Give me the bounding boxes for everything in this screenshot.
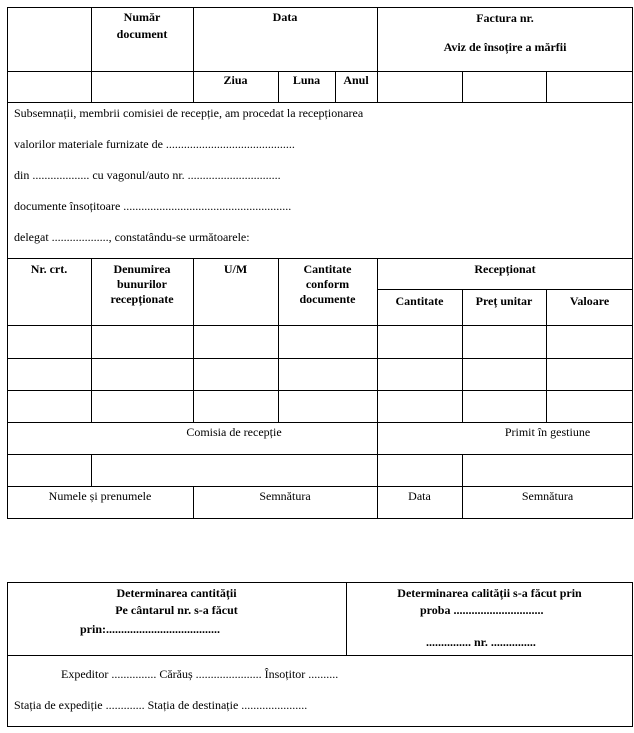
statement-line-5: delegat ..................., constatându-se următoarele:: [14, 230, 250, 244]
semnatura-gestiune-label: Semnătura: [521, 489, 574, 503]
statement-line-1: Subsemnații, membrii comisiei de recepție, am procedat la recepționarea: [14, 106, 364, 120]
grid-line: [7, 7, 633, 8]
grid-line: [193, 71, 377, 72]
nr-crt-header: Nr. crt.: [30, 262, 68, 276]
grid-line: [7, 390, 633, 391]
grid-line: [377, 289, 633, 290]
grid-line: [7, 582, 633, 583]
grid-line: [7, 726, 633, 727]
receptionat-header: Recepționat: [474, 262, 536, 276]
statement-line-3: din ................... cu vagonul/auto nr. ...............................: [14, 168, 281, 182]
expeditor-line: Expeditor ............... Cărăuș ...................... Însoțitor ..........: [61, 667, 339, 681]
comisia-label: Comisia de recepție: [186, 425, 282, 439]
numele-prenumele-label: Numele și prenumele: [48, 489, 152, 503]
cantitate-header: Cantitate: [395, 294, 444, 308]
grid-line: [7, 102, 633, 103]
proba-field: proba ..............................: [420, 603, 544, 617]
cantitate-conform-header: Cantitate conform documente: [299, 262, 356, 306]
aviz-label: Aviz de însoțire a mărfii: [443, 40, 567, 54]
denumirea-header: Denumirea bunurilor recepționate: [110, 262, 174, 306]
grid-line: [7, 486, 633, 487]
primit-gestiune-label: Primit în gestiune: [504, 425, 591, 439]
numar-document-label: Număr document: [116, 10, 168, 41]
grid-line: [546, 71, 547, 103]
prin-field: prin:......................................: [80, 622, 221, 636]
grid-line: [7, 325, 633, 326]
statia-line: Stația de expediție ............. Stația de destinație ......................: [14, 698, 308, 712]
grid-line: [546, 289, 547, 422]
statement-line-4: documente însoțitoare ........................................................: [14, 199, 292, 213]
grid-line: [377, 422, 378, 518]
grid-line: [7, 358, 633, 359]
um-header: U/M: [223, 262, 248, 276]
grid-line: [7, 655, 633, 656]
statement-line-2: valorilor materiale furnizate de ...........................................: [14, 137, 295, 151]
grid-line: [7, 422, 633, 423]
grid-line: [462, 454, 463, 518]
grid-line: [7, 454, 633, 455]
semnatura-comisie-label: Semnătura: [259, 489, 311, 503]
cantar-label: Pe cântarul nr. s-a făcut: [115, 603, 238, 617]
luna-label: Luna: [292, 73, 321, 87]
grid-line: [7, 518, 633, 519]
grid-line: [632, 582, 633, 727]
grid-line: [193, 258, 194, 422]
pret-unitar-header: Preț unitar: [475, 294, 533, 308]
factura-nr-label: Factura nr.: [476, 11, 534, 25]
determinarea-cantitatii-title: Determinarea cantității: [116, 586, 237, 600]
grid-line: [462, 71, 463, 103]
ziua-label: Ziua: [223, 73, 248, 87]
grid-line: [7, 258, 633, 259]
anul-label: Anul: [343, 73, 369, 87]
grid-line: [91, 454, 92, 486]
grid-line: [462, 289, 463, 422]
valoare-header: Valoare: [569, 294, 610, 308]
determinarea-calitatii-title: Determinarea calității s-a făcut prin: [397, 586, 582, 600]
data-label: Data: [272, 10, 298, 24]
grid-line: [377, 258, 378, 422]
nr-field: ............... nr. ...............: [426, 635, 536, 649]
data-gestiune-label: Data: [408, 489, 431, 503]
